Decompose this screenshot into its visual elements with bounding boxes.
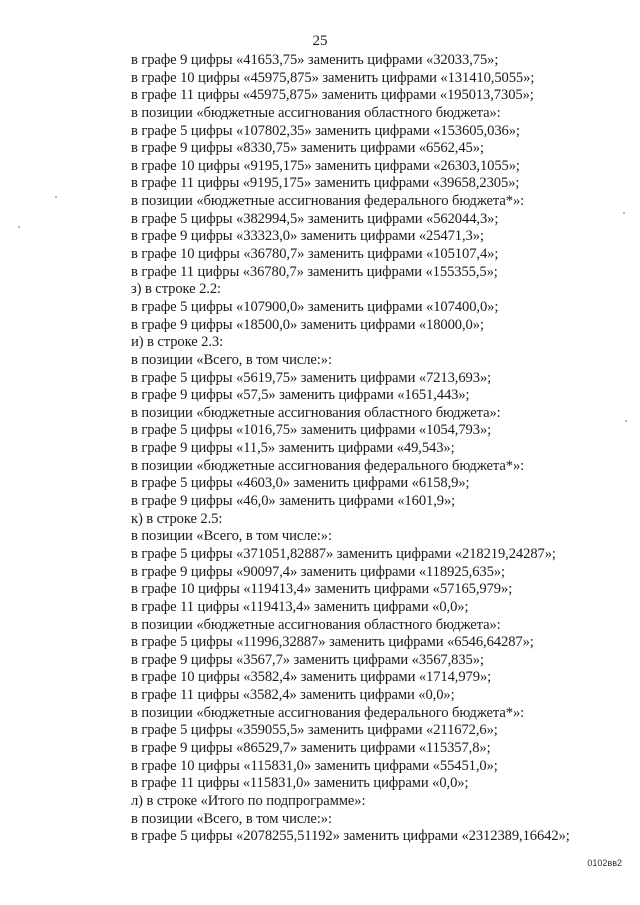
text-line: и) в строке 2.3:: [131, 334, 224, 351]
text-line: в графе 11 цифры «119413,4» заменить цифрами «0,0»;: [131, 598, 469, 615]
text-line: в графе 9 цифры «11,5» заменить цифрами «49,543»;: [131, 440, 455, 457]
text-line: в графе 11 цифры «115831,0» заменить цифрами «0,0»;: [131, 775, 469, 792]
text-line: в графе 5 цифры «107802,35» заменить цифрами «153605,036»;: [131, 122, 520, 139]
text-line: в графе 5 цифры «4603,0» заменить цифрами «6158,9»;: [131, 475, 470, 492]
text-line: в позиции «бюджетные ассигнования областного бюджета»:: [131, 104, 501, 121]
text-line: в графе 11 цифры «9195,175» заменить цифрами «39658,2305»;: [131, 175, 520, 192]
text-line: в графе 10 цифры «45975,875» заменить цифрами «131410,5055»;: [131, 69, 535, 86]
scan-speck: [623, 212, 625, 214]
text-line: в графе 9 цифры «8330,75» заменить цифрами «6562,45»;: [131, 140, 484, 157]
text-line: в графе 9 цифры «33323,0» заменить цифрами «25471,3»;: [131, 228, 484, 245]
text-line: в графе 9 цифры «3567,7» заменить цифрами «3567,835»;: [131, 651, 484, 668]
text-line: в графе 9 цифры «18500,0» заменить цифрами «18000,0»;: [131, 316, 484, 333]
scan-speck: [625, 420, 627, 422]
text-line: в графе 10 цифры «115831,0» заменить цифрами «55451,0»;: [131, 757, 498, 774]
text-line: в графе 5 цифры «382994,5» заменить цифрами «562044,3»;: [131, 210, 499, 227]
text-line: в графе 10 цифры «9195,175» заменить цифрами «26303,1055»;: [131, 157, 520, 174]
text-line: в графе 11 цифры «45975,875» заменить цифрами «195013,7305»;: [131, 87, 534, 104]
text-line: в позиции «бюджетные ассигнования федерального бюджета*»:: [131, 193, 525, 210]
text-line: в графе 9 цифры «41653,75» заменить цифрами «32033,75»;: [131, 52, 499, 68]
text-line: в графе 9 цифры «90097,4» заменить цифрами «118925,635»;: [131, 563, 505, 580]
text-line: в графе 10 цифры «36780,7» заменить цифрами «105107,4»;: [131, 246, 499, 263]
amendment-text: [131, 52, 631, 846]
text-line: в графе 11 цифры «36780,7» заменить цифрами «155355,5»;: [131, 263, 498, 280]
text-line: в графе 5 цифры «107900,0» заменить цифрами «107400,0»;: [131, 298, 499, 315]
text-line: в графе 5 цифры «359055,5» заменить цифрами «211672,6»;: [131, 722, 498, 739]
text-line: в графе 11 цифры «3582,4» заменить цифрами «0,0»;: [131, 687, 455, 704]
text-line: в графе 5 цифры «11996,32887» заменить цифрами «6546,64287»;: [131, 634, 534, 651]
text-line: з) в строке 2.2:: [131, 281, 221, 298]
text-line: к) в строке 2.5:: [131, 510, 223, 527]
text-line: в графе 9 цифры «46,0» заменить цифрами «1601,9»;: [131, 493, 456, 510]
text-line: в графе 5 цифры «371051,82887» заменить цифрами «218219,24287»;: [131, 545, 556, 562]
text-line: в графе 9 цифры «57,5» заменить цифрами «1651,443»;: [131, 387, 470, 404]
scan-speck: [55, 196, 57, 198]
text-line: в графе 10 цифры «119413,4» заменить цифрами «57165,979»;: [131, 581, 513, 598]
text-line: в позиции «Всего, в том числе:»:: [131, 528, 332, 545]
page-number: 25: [312, 33, 328, 49]
text-line: в графе 9 цифры «86529,7» заменить цифрами «115357,8»;: [131, 739, 491, 756]
text-line: л) в строке «Итого по подпрограмме»:: [131, 792, 366, 809]
text-line: в графе 5 цифры «5619,75» заменить цифрами «7213,693»;: [131, 369, 492, 386]
text-line: в графе 5 цифры «2078255,51192» заменить цифрами «2312389,16642»;: [131, 828, 570, 845]
scan-speck: [18, 226, 20, 228]
text-line: в позиции «бюджетные ассигнования областного бюджета»:: [131, 616, 501, 633]
footer-code: 0102вв2: [587, 858, 622, 868]
text-line: в позиции «Всего, в том числе:»:: [131, 810, 332, 827]
text-line: в позиции «Всего, в том числе:»:: [131, 351, 332, 368]
text-line: в позиции «бюджетные ассигнования федерального бюджета*»:: [131, 457, 525, 474]
text-line: в позиции «бюджетные ассигнования областного бюджета»:: [131, 404, 501, 421]
text-line: в графе 10 цифры «3582,4» заменить цифрами «1714,979»;: [131, 669, 492, 686]
text-line: в позиции «бюджетные ассигнования федерального бюджета*»:: [131, 704, 525, 721]
text-line: в графе 5 цифры «1016,75» заменить цифрами «1054,793»;: [131, 422, 492, 439]
